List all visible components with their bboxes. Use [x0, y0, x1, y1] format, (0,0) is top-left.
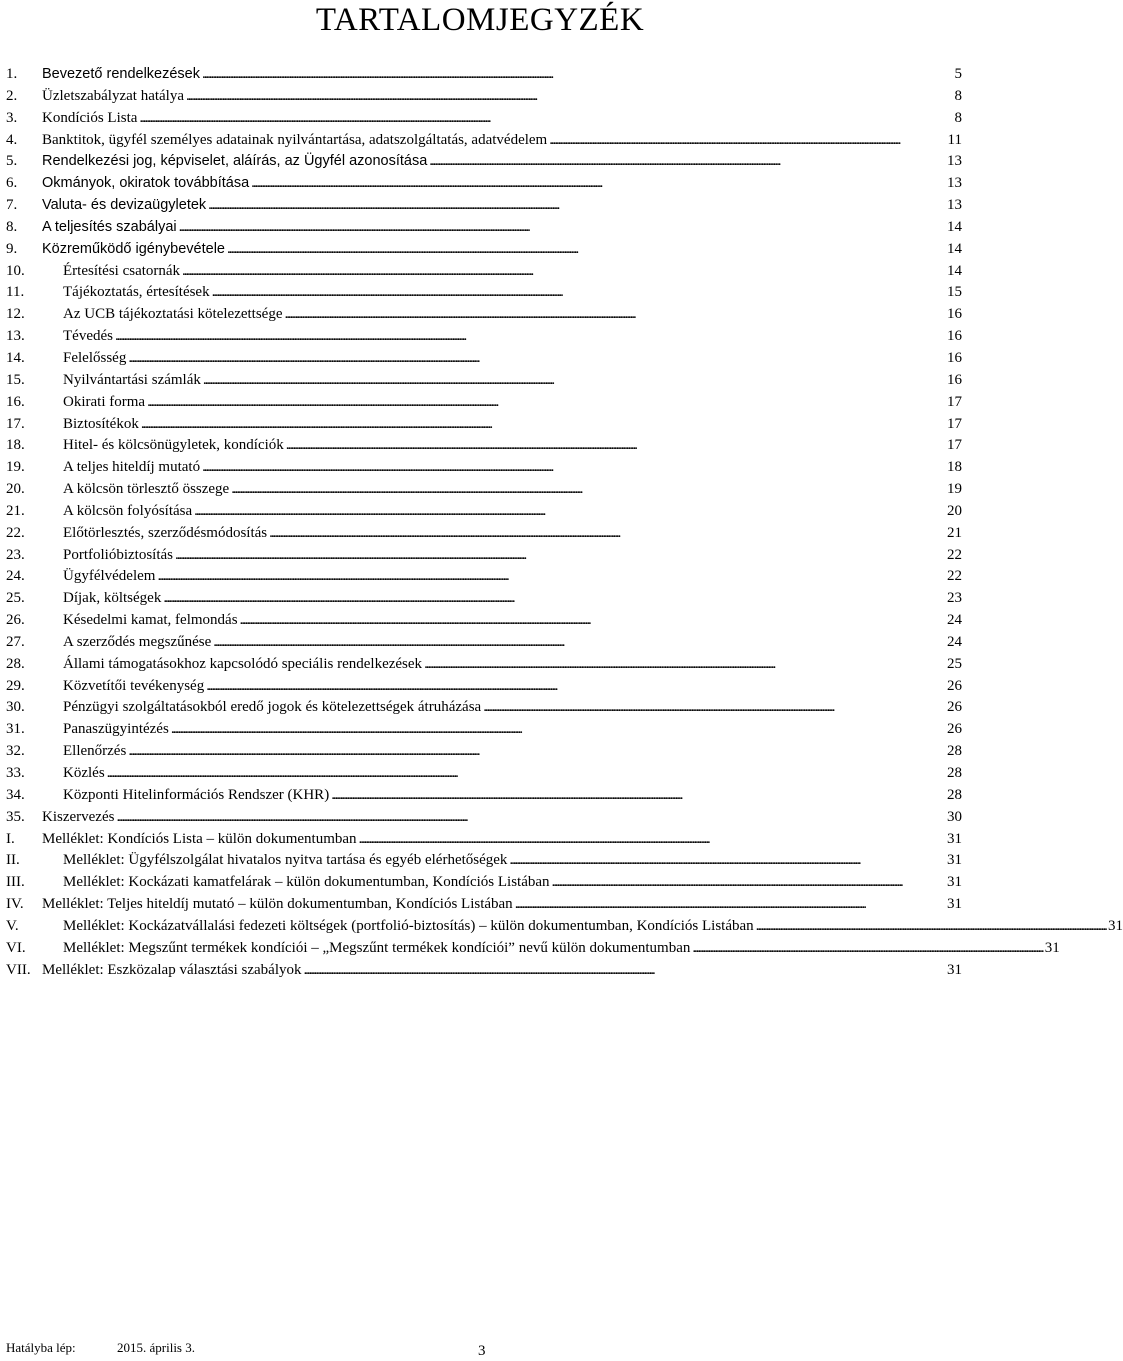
- toc-entry-number: VII.: [6, 961, 31, 978]
- toc-entry-title[interactable]: Melléklet: Kockázati kamatfelárak – külön dokumentumban, Kondíciós Listában: [63, 874, 550, 891]
- toc-entry[interactable]: [6, 916, 1123, 938]
- toc-entry-title[interactable]: Üzletszabályzat hatálya: [42, 87, 185, 104]
- toc-entry-title[interactable]: A teljes hiteldíj mutató: [63, 459, 201, 476]
- toc-dot-leader: [429, 151, 944, 173]
- toc-dot-leader: [186, 86, 951, 108]
- page-title: TARTALOMJEGYZÉK: [315, 2, 645, 38]
- toc-dot-leader: [128, 348, 944, 370]
- toc-entry-page: 31: [1108, 917, 1123, 934]
- toc-entry-title[interactable]: Ellenőrzés: [63, 743, 127, 760]
- toc-entry-title[interactable]: Felelősség: [63, 349, 127, 366]
- toc-entry-page: 24: [947, 612, 962, 629]
- toc-dot-leader: [128, 741, 944, 763]
- toc-entry[interactable]: [6, 632, 962, 654]
- toc-entry-number: 17.: [6, 415, 25, 432]
- toc-entry-page: 16: [947, 371, 962, 388]
- toc-entry-page: 16: [947, 306, 962, 323]
- toc-entry-title[interactable]: Banktitok, ügyfél személyes adatainak nyilvántartása, adatszolgáltatás, adatvédelem: [42, 131, 548, 148]
- toc-entry-number: 30.: [6, 699, 25, 716]
- toc-entry-number: 35.: [6, 808, 25, 825]
- toc-entry[interactable]: [6, 239, 962, 261]
- toc-entry-number: 28.: [6, 655, 25, 672]
- toc-entry-number: 19.: [6, 459, 25, 476]
- toc-entry-page: 20: [947, 502, 962, 519]
- toc-entry-title[interactable]: Okmányok, okiratok továbbítása: [42, 175, 250, 192]
- toc-entry-number: 13.: [6, 328, 25, 345]
- toc-entry-number: 15.: [6, 371, 25, 388]
- toc-entry-title[interactable]: Tévedés: [63, 328, 113, 345]
- toc-entry[interactable]: [6, 894, 962, 916]
- toc-entry-page: 31: [947, 852, 962, 869]
- toc-entry-title[interactable]: Előtörlesztés, szerződésmódosítás: [63, 524, 268, 541]
- toc-entry-title[interactable]: Melléklet: Megszűnt termékek kondíciói – „Megszűnt termékek kondíciói” nevű külön dokumentumban: [63, 939, 691, 956]
- toc-entry-title[interactable]: Melléklet: Kondíciós Lista – külön dokumentumban: [42, 830, 357, 847]
- toc-dot-leader: [756, 916, 1105, 938]
- toc-entry-page: 26: [947, 677, 962, 694]
- toc-dot-leader: [202, 64, 952, 86]
- toc-dot-leader: [213, 632, 944, 654]
- toc-entry-number: 24.: [6, 568, 25, 585]
- toc-dot-leader: [212, 282, 944, 304]
- toc-entry-number: 3.: [6, 109, 18, 126]
- toc-entry[interactable]: [6, 566, 962, 588]
- toc-entry-number: 2.: [6, 87, 18, 104]
- toc-entry[interactable]: [6, 501, 962, 523]
- toc-entry-title[interactable]: Melléklet: Ügyfélszolgálat hivatalos nyitva tartása és egyéb elérhetőségek: [63, 852, 508, 869]
- toc-entry-page: 31: [1044, 939, 1060, 956]
- toc-entry-page: 19: [947, 481, 962, 498]
- toc-entry-page: 31: [947, 896, 962, 913]
- toc-dot-leader: [116, 807, 944, 829]
- toc-entry[interactable]: [6, 414, 962, 436]
- toc-entry-title[interactable]: A szerződés megszűnése: [63, 633, 212, 650]
- toc-entry-title[interactable]: Bevezető rendelkezések: [42, 66, 200, 82]
- toc-entry[interactable]: [6, 130, 962, 152]
- toc-entry-page: 24: [947, 633, 962, 650]
- toc-entry-number: 25.: [6, 590, 25, 607]
- toc-entry-number: 29.: [6, 677, 25, 694]
- toc-entry-number: 32.: [6, 743, 25, 760]
- toc-dot-leader: [171, 719, 944, 741]
- toc-entry-title[interactable]: A kölcsön törlesztő összege: [63, 481, 230, 498]
- page-number: 3: [478, 1343, 486, 1359]
- toc-entry-title[interactable]: A teljesítés szabályai: [42, 218, 177, 235]
- toc-entry-number: 6.: [6, 175, 18, 192]
- toc-dot-leader: [141, 414, 944, 436]
- toc-entry-page: 5: [954, 66, 962, 82]
- toc-dot-leader: [285, 304, 945, 326]
- toc-dot-leader: [139, 108, 951, 130]
- toc-entry[interactable]: [6, 960, 962, 982]
- toc-entry[interactable]: [6, 326, 962, 348]
- toc-entry-title[interactable]: Panaszügyintézés: [63, 721, 169, 738]
- toc-entry-title[interactable]: Közlés: [63, 765, 105, 781]
- toc-dot-leader: [147, 392, 944, 414]
- toc-entry-title[interactable]: Közvetítői tevékenység: [63, 677, 205, 694]
- toc-entry-page: 18: [947, 459, 962, 476]
- toc-entry-title[interactable]: Állami támogatásokhoz kapcsolódó speciális rendelkezések: [63, 655, 423, 672]
- toc-dot-leader: [509, 850, 944, 872]
- toc-entry-title[interactable]: Melléklet: Eszközalap választási szabályok: [42, 961, 302, 978]
- toc-entry-number: I.: [6, 830, 15, 847]
- toc-entry-title[interactable]: Okirati forma: [63, 393, 146, 410]
- toc-dot-leader: [303, 960, 944, 982]
- toc-entry-title[interactable]: Az UCB tájékoztatási kötelezettsége: [63, 306, 283, 323]
- toc-dot-leader: [227, 239, 944, 261]
- toc-dot-leader: [163, 588, 944, 610]
- toc-entry-title[interactable]: Közreműködő igénybevétele: [42, 240, 225, 257]
- toc-entry-title[interactable]: A kölcsön folyósítása: [63, 502, 193, 519]
- toc-dot-leader: [107, 763, 944, 785]
- toc-dot-leader: [206, 676, 944, 698]
- toc-entry[interactable]: [6, 457, 962, 479]
- toc-entry-number: 5.: [6, 153, 18, 170]
- toc-dot-leader: [240, 610, 944, 632]
- toc-entry-number: 27.: [6, 633, 25, 650]
- toc-entry[interactable]: [6, 217, 962, 239]
- toc-dot-leader: [331, 785, 944, 807]
- toc-entry-title[interactable]: Kiszervezés: [42, 808, 115, 825]
- toc-entry-number: 34.: [6, 786, 25, 803]
- toc-entry-page: 17: [947, 393, 962, 410]
- toc-entry-title[interactable]: Pénzügyi szolgáltatásokból eredő jogok és kötelezettségek átruházása: [63, 699, 482, 716]
- toc-entry-number: 16.: [6, 393, 25, 410]
- toc-dot-leader: [359, 829, 944, 851]
- toc-entry-page: 30: [947, 808, 962, 825]
- toc-entry-title[interactable]: Ügyfélvédelem: [63, 568, 156, 585]
- effective-date: 2015. április 3.: [117, 1340, 195, 1355]
- toc-entry[interactable]: [6, 588, 962, 610]
- toc-entry-page: 26: [947, 721, 962, 738]
- toc-dot-leader: [202, 457, 944, 479]
- toc-entry-number: 9.: [6, 240, 18, 257]
- toc-entry-number: 4.: [6, 131, 18, 148]
- toc-entry[interactable]: [6, 479, 962, 501]
- toc-entry-page: 23: [947, 590, 962, 607]
- toc-dot-leader: [203, 370, 944, 392]
- toc-dot-leader: [424, 654, 944, 676]
- toc-entry-number: 10.: [6, 262, 25, 279]
- toc-entry[interactable]: [6, 304, 962, 326]
- toc-entry-page: 14: [947, 218, 962, 235]
- toc-entry-page: 22: [947, 546, 962, 563]
- toc-entry-number: 26.: [6, 612, 25, 629]
- toc-entry[interactable]: [6, 151, 962, 173]
- toc-entry-page: 28: [947, 743, 962, 760]
- toc-entry-title[interactable]: Díjak, költségek: [63, 590, 162, 607]
- toc-entry[interactable]: [6, 654, 962, 676]
- toc-entry-number: 1.: [6, 66, 18, 82]
- toc-entry-page: 14: [947, 262, 962, 279]
- toc-entry-number: II.: [6, 852, 20, 869]
- toc-dot-leader: [194, 501, 944, 523]
- toc-entry-page: 13: [947, 175, 962, 192]
- toc-entry[interactable]: [6, 282, 962, 304]
- toc-entry[interactable]: [6, 763, 962, 785]
- toc-entry-title[interactable]: Melléklet: Kockázatvállalási fedezeti költségek (portfolió-biztosítás) – külön dokumentumban, Kondíciós Listában: [63, 917, 754, 934]
- toc-entry[interactable]: [6, 435, 962, 457]
- toc-dot-leader: [549, 130, 944, 152]
- toc-entry-page: 15: [947, 284, 962, 301]
- toc-entry-number: V.: [6, 917, 19, 934]
- toc-entry-page: 16: [947, 328, 962, 345]
- toc-entry-page: 25: [947, 655, 962, 672]
- toc-entry-page: 26: [947, 699, 962, 716]
- toc-entry-title[interactable]: Portfolióbiztosítás: [63, 546, 173, 563]
- toc-entry-title[interactable]: Biztosítékok: [63, 415, 139, 432]
- table-of-contents: [6, 64, 1123, 981]
- toc-entry[interactable]: [6, 392, 962, 414]
- toc-entry-page: 8: [954, 109, 962, 126]
- toc-entry-number: 12.: [6, 306, 25, 323]
- toc-entry[interactable]: [6, 86, 962, 108]
- toc-entry-number: 7.: [6, 197, 18, 214]
- toc-entry[interactable]: [6, 173, 962, 195]
- toc-entry-page: 28: [947, 765, 962, 781]
- toc-entry-title[interactable]: Nyilvántartási számlák: [63, 371, 201, 388]
- toc-entry-number: III.: [6, 874, 25, 891]
- toc-entry-page: 16: [947, 349, 962, 366]
- toc-dot-leader: [251, 173, 944, 195]
- toc-entry-page: 31: [947, 961, 962, 978]
- toc-entry-title[interactable]: Központi Hitelinformációs Rendszer (KHR): [63, 786, 330, 803]
- toc-entry-number: 11.: [6, 284, 25, 301]
- toc-entry[interactable]: [6, 807, 962, 829]
- toc-entry-number: 8.: [6, 218, 18, 235]
- toc-dot-leader: [692, 938, 1041, 960]
- toc-dot-leader: [157, 566, 944, 588]
- toc-entry-title[interactable]: Valuta- és devizaügyletek: [42, 197, 207, 214]
- toc-entry-number: 23.: [6, 546, 25, 563]
- toc-entry-title[interactable]: Tájékoztatás, értesítések: [63, 284, 210, 301]
- toc-entry[interactable]: [6, 829, 962, 851]
- toc-entry[interactable]: [6, 872, 962, 894]
- toc-entry-title[interactable]: Rendelkezési jog, képviselet, aláírás, az Ügyfél azonosítása: [42, 153, 428, 170]
- toc-entry-title[interactable]: Kondíciós Lista: [42, 109, 138, 126]
- toc-entry-number: VI.: [6, 939, 26, 956]
- toc-dot-leader: [483, 697, 944, 719]
- toc-entry[interactable]: [6, 676, 962, 698]
- toc-entry-page: 11: [947, 131, 962, 148]
- toc-entry-title[interactable]: Hitel- és kölcsönügyletek, kondíciók: [63, 437, 284, 454]
- toc-entry-page: 13: [947, 153, 962, 170]
- toc-entry-page: 31: [947, 874, 962, 891]
- toc-entry[interactable]: [6, 741, 962, 763]
- toc-dot-leader: [115, 326, 944, 348]
- toc-entry-page: 17: [947, 437, 962, 454]
- toc-entry[interactable]: [6, 348, 962, 370]
- effective-date-label: Hatályba lép:: [6, 1340, 76, 1355]
- toc-entry-page: 17: [947, 415, 962, 432]
- toc-entry[interactable]: [6, 64, 962, 86]
- toc-entry-page: 8: [954, 87, 962, 104]
- toc-dot-leader: [552, 872, 944, 894]
- toc-entry-number: 18.: [6, 437, 25, 454]
- toc-entry[interactable]: [6, 370, 962, 392]
- toc-dot-leader: [286, 435, 944, 457]
- toc-entry-number: 14.: [6, 349, 25, 366]
- toc-entry[interactable]: [6, 785, 962, 807]
- toc-entry-title[interactable]: Értesítési csatornák: [63, 262, 181, 279]
- toc-dot-leader: [269, 523, 944, 545]
- toc-dot-leader: [208, 195, 944, 217]
- toc-entry[interactable]: [6, 697, 962, 719]
- toc-entry[interactable]: [6, 545, 962, 567]
- toc-entry-page: 28: [947, 786, 962, 803]
- toc-entry[interactable]: [6, 523, 962, 545]
- toc-dot-leader: [231, 479, 944, 501]
- toc-entry-title[interactable]: Késedelmi kamat, felmondás: [63, 612, 238, 629]
- toc-entry[interactable]: [6, 261, 962, 283]
- toc-entry-page: 14: [947, 240, 962, 257]
- toc-dot-leader: [182, 261, 944, 283]
- toc-entry-page: 13: [947, 197, 962, 214]
- toc-dot-leader: [179, 217, 944, 239]
- toc-entry-number: 20.: [6, 481, 25, 498]
- toc-entry[interactable]: [6, 195, 962, 217]
- toc-entry[interactable]: [6, 108, 962, 130]
- toc-entry-title[interactable]: Melléklet: Teljes hiteldíj mutató – külön dokumentumban, Kondíciós Listában: [42, 896, 513, 913]
- toc-entry-number: 33.: [6, 765, 25, 781]
- toc-entry-number: 22.: [6, 524, 25, 541]
- toc-entry[interactable]: [6, 938, 1060, 960]
- toc-entry-page: 31: [947, 830, 962, 847]
- toc-dot-leader: [175, 545, 944, 567]
- toc-entry-number: 21.: [6, 502, 25, 519]
- toc-entry-number: 31.: [6, 721, 25, 738]
- toc-dot-leader: [515, 894, 944, 916]
- toc-entry[interactable]: [6, 850, 962, 872]
- toc-entry[interactable]: [6, 719, 962, 741]
- toc-entry-page: 21: [947, 524, 962, 541]
- toc-entry[interactable]: [6, 610, 962, 632]
- toc-entry-page: 22: [947, 568, 962, 585]
- toc-entry-number: IV.: [6, 896, 24, 913]
